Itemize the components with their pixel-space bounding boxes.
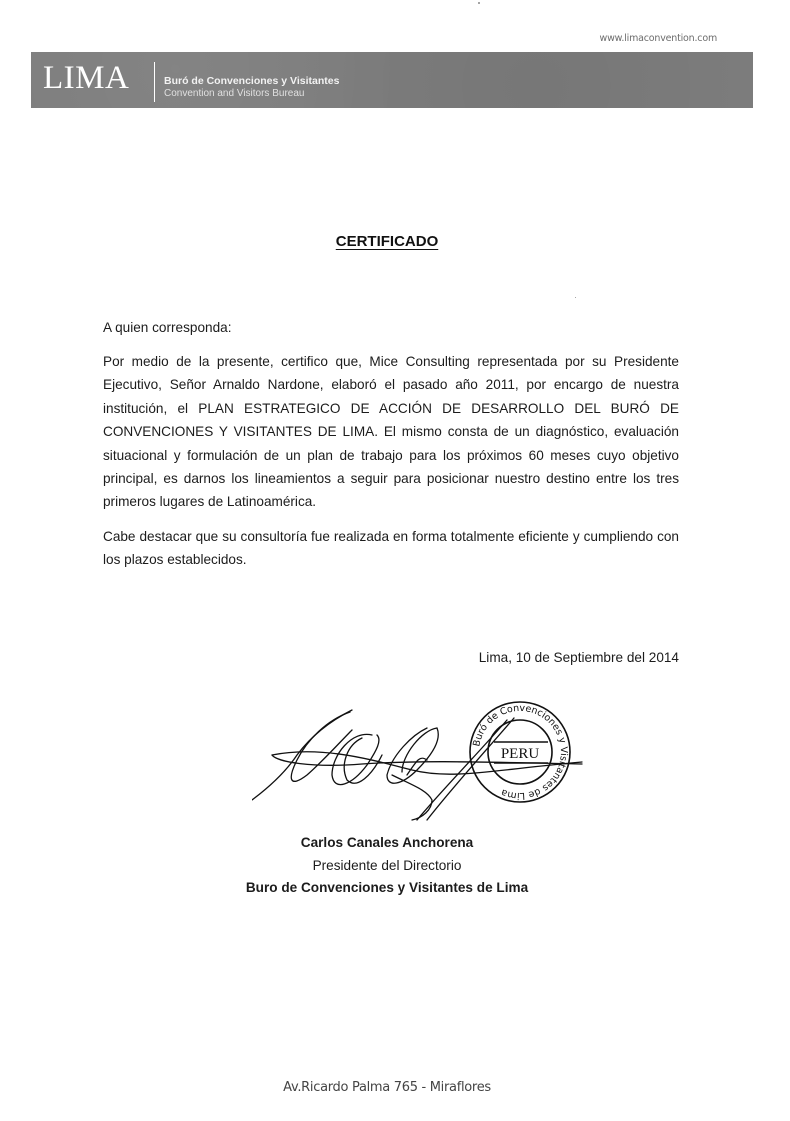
paragraph-closing: Cabe destacar que su consultoría fue realizada en forma totalmente eficiente y cumpliendo con los plazos establecidos. [103,529,679,568]
logo-divider [154,62,155,102]
stamp-ring-textpath: Buró de Convenciones y Visitantes de Lima [471,702,570,802]
logo-text: LIMA [43,60,130,96]
handwritten-signature [252,710,582,820]
stamp-center-text: PERU [500,746,540,762]
signatory-role: Presidente del Directorio [312,858,462,873]
signatory-name: Carlos Canales Anchorena [300,835,474,850]
paragraph-main: Por medio de la presente, certifico que, Mice Consulting representada por su Presidente Ejecutivo, Señor Arnaldo Nardone, elaboró el pasado año 2011, por encargo de nuestra institución, el PLAN ESTRATEGICO DE ACCIÓN DE DESARROLLO DEL BURÓ DE CONVENCIONES Y VISITANTES DE LIMA. El mismo consta de un diagnóstico, evaluación situacional y formulación de un plan de trabajo para los próximos 60 meses cuyo objetivo principal, es darnos los lineamientos a seguir para posicionar nuestro destino entre los tres primeros lugares de Latinoamérica. [103,354,679,510]
salutation: A quien corresponda: [103,320,232,335]
document-title: CERTIFICADO [335,233,439,250]
letterhead-bar [31,52,753,108]
scan-speck [575,297,576,298]
scan-speck [478,2,480,4]
signature-area [252,700,592,825]
org-name-spanish: Buró de Convenciones y Visitantes [164,75,340,87]
footer-address: Av.Ricardo Palma 765 - Miraflores [283,1080,491,1095]
signatory-organization: Buro de Convenciones y Visitantes de Lima [245,880,529,895]
org-name-english: Convention and Visitors Bureau [164,88,305,99]
letterhead-website: www.limaconvention.com [599,33,717,44]
date-line: Lima, 10 de Septiembre del 2014 [478,650,679,665]
